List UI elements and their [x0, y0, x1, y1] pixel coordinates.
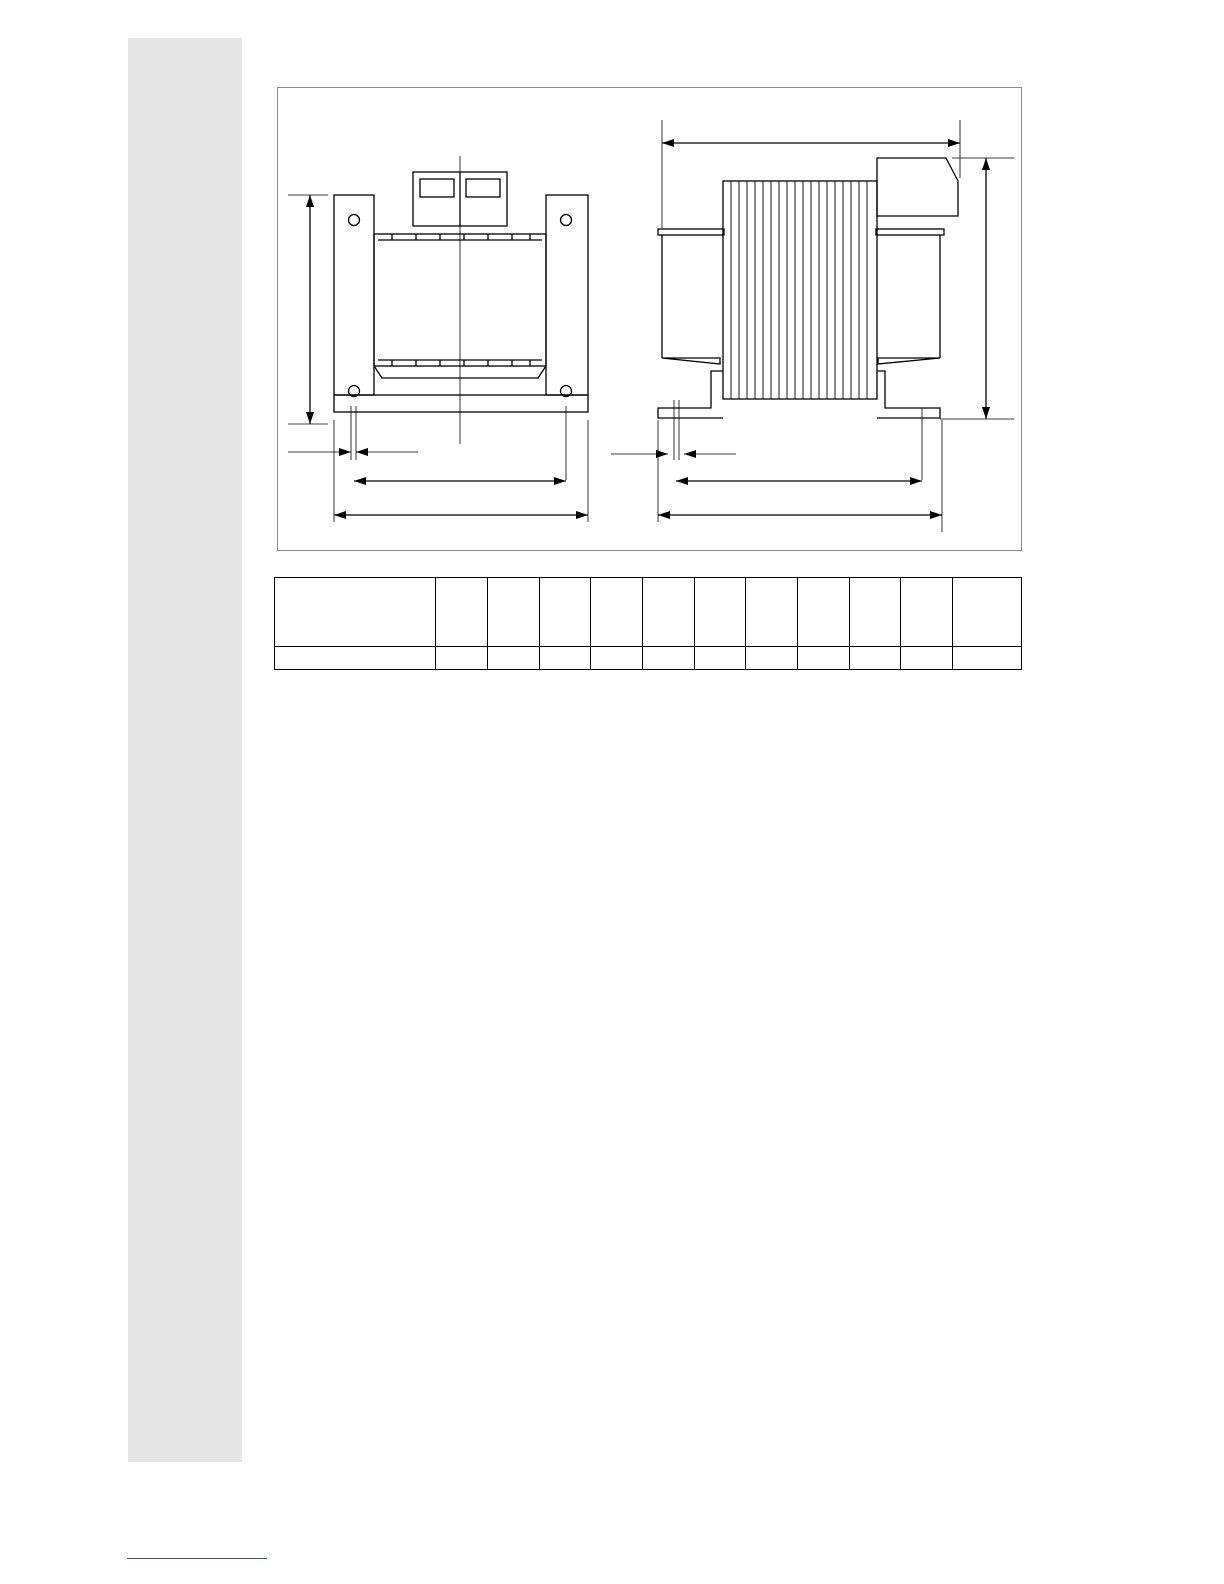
table-cell: [436, 647, 488, 670]
table-cell: [643, 647, 695, 670]
table-header-cell: [953, 578, 1022, 647]
table-cell: [694, 647, 746, 670]
table-header-cell: [798, 578, 850, 647]
dimension-drawing: [277, 87, 1022, 551]
table-header-cell: [591, 578, 643, 647]
transformer-side-view: [611, 120, 1014, 532]
table-cell: [488, 647, 540, 670]
table-header-cell: [436, 578, 488, 647]
table-header-cell: [539, 578, 591, 647]
mounting-hole-icon: [349, 215, 360, 226]
table-cell: [746, 647, 798, 670]
table-header-row: [275, 578, 1022, 647]
table-header-cell: [488, 578, 540, 647]
table-cell: [798, 647, 850, 670]
table-header-cell: [746, 578, 798, 647]
table-cell: [849, 647, 901, 670]
transformer-front-view: [288, 156, 588, 522]
table-header-cell: [694, 578, 746, 647]
table-cell: [539, 647, 591, 670]
mounting-hole-icon: [561, 215, 572, 226]
table-header-cell: [643, 578, 695, 647]
table-header-cell: [849, 578, 901, 647]
table-row: [275, 647, 1022, 670]
dimension-table: [274, 577, 1022, 670]
table-header-cell: [275, 578, 436, 647]
footer-link-rule: [127, 1558, 267, 1559]
table-cell: [901, 647, 953, 670]
sidebar-band: [128, 38, 242, 1462]
table-cell: [953, 647, 1022, 670]
table-cell: [275, 647, 436, 670]
table-header-cell: [901, 578, 953, 647]
table-cell: [591, 647, 643, 670]
